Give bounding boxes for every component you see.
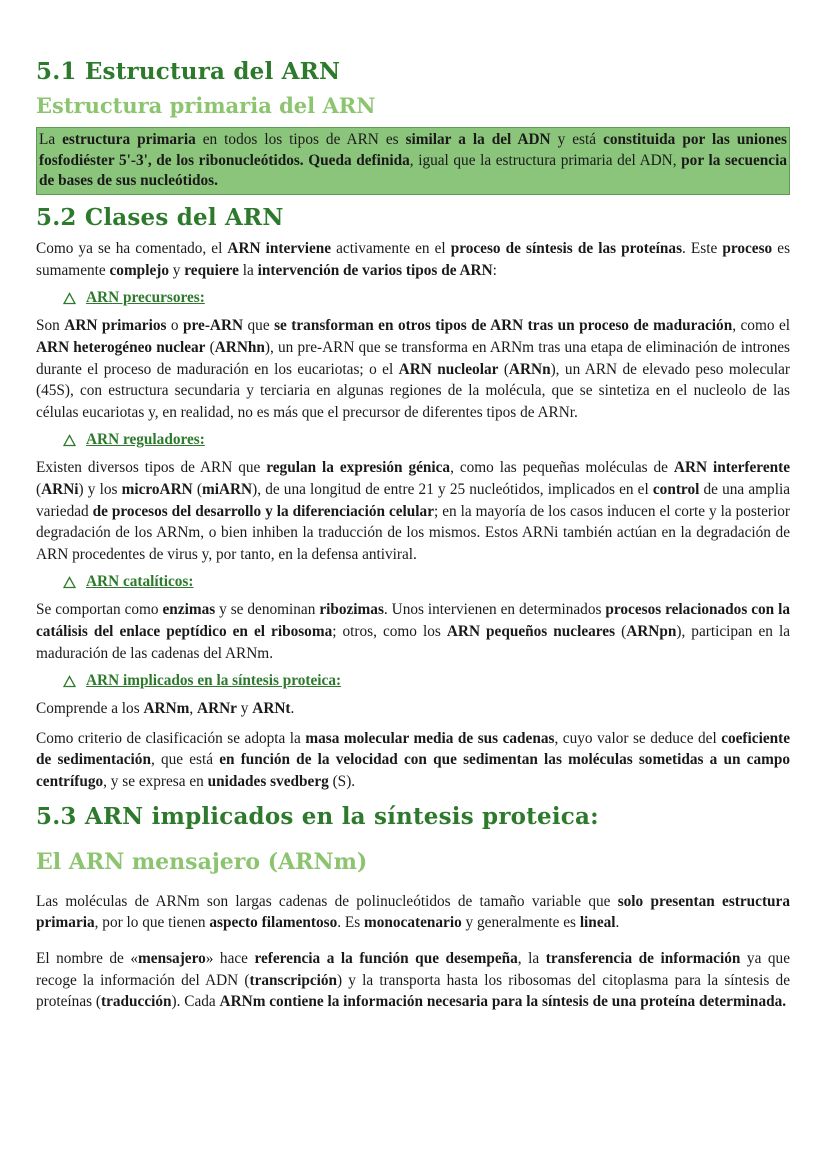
text-run: Como ya se ha comentado, el	[36, 240, 228, 258]
subheading-label: ARN reguladores:	[86, 431, 205, 449]
bold-text-run: ARNt	[252, 700, 291, 718]
section-5-3-title: 5.3 ARN implicados en la síntesis proteica:	[36, 802, 599, 830]
triangle-bullet-icon	[63, 434, 76, 447]
bold-text-run: ARN interviene	[227, 240, 332, 258]
text-run: El nombre de «	[36, 949, 139, 967]
text-run: y está	[550, 131, 604, 148]
bold-text-run: ARNm	[143, 700, 190, 718]
bold-text-run: microARN	[121, 481, 193, 498]
bold-text-run: lineal	[579, 914, 616, 932]
bold-text-run: se transforman en otros tipos de ARN tras un proceso de maduración	[274, 317, 733, 335]
bold-text-run: ARNn	[508, 360, 551, 378]
text-run: (	[615, 622, 627, 640]
text-run: activamente en el	[331, 240, 451, 258]
bold-text-run: referencia a la función que desempeña	[254, 949, 518, 967]
text-run: , que está	[150, 751, 220, 769]
text-run: . Este	[682, 240, 723, 258]
bold-text-run: requiere	[184, 261, 239, 279]
bold-text-run: ARN primarios	[64, 317, 167, 335]
bold-text-run: ARN nucleolar	[398, 360, 499, 378]
text-run: ), participan en la maduración de las cadenas del ARNm.	[36, 622, 790, 662]
section-5-1-title: 5.1 Estructura del ARN	[36, 58, 341, 85]
triangle-bullet-icon	[63, 675, 76, 688]
subheading-label: ARN catalíticos:	[86, 573, 194, 591]
text-run: que	[243, 317, 275, 335]
bold-text-run: mensajero	[138, 949, 206, 967]
text-run: ,	[189, 700, 198, 718]
mrna-paragraph-2	[36, 948, 790, 1013]
text-run: :	[492, 261, 497, 279]
text-run: , igual que la estructura primaria del ADN,	[409, 151, 682, 169]
bold-text-run: monocatenario	[364, 914, 462, 932]
section-5-2-title: 5.2 Clases del ARN	[36, 203, 284, 231]
text-run: (S).	[328, 772, 356, 790]
text-run: ) y los	[78, 481, 122, 498]
bold-text-run: complejo	[109, 261, 169, 279]
text-run: La	[39, 131, 63, 148]
text-run: ; en la mayoría de los casos inducen el corte y la posterior degradación de los ARNm, o bien inhiben la traducción de los mismos. Estos ARNi también actúan en la degradación de ARN procedentes de virus y, por tanto, en la defensa antiviral.	[36, 502, 790, 563]
subheading-label: ARN precursores:	[86, 289, 205, 307]
text-run: de una amplia variedad	[36, 481, 790, 520]
text-run: , como el	[732, 317, 790, 335]
text-run: (	[498, 360, 509, 378]
text-run: .	[290, 700, 295, 718]
text-run: Comprende a los	[36, 700, 144, 718]
text-run: ya que recoge la información del ADN (	[36, 949, 790, 989]
text-run: » hace	[205, 949, 255, 967]
bold-text-run: estructura primaria	[62, 131, 196, 148]
text-run: o	[166, 317, 184, 335]
bold-text-run: ARNhn	[214, 339, 265, 357]
bold-text-run: aspecto filamentoso	[209, 914, 338, 932]
bold-text-run: ARN heterogéneo nuclear	[36, 339, 206, 357]
bold-text-run: control	[652, 481, 700, 498]
classes-intro-paragraph	[36, 238, 790, 281]
bold-text-run: proceso	[722, 240, 773, 258]
bold-text-run: transcripción	[249, 971, 338, 989]
bold-text-run: coeficiente de sedimentación	[36, 729, 790, 769]
text-run: ; otros, como los	[332, 622, 447, 640]
text-run: ). Cada	[171, 993, 220, 1011]
bold-text-run: ARNi	[41, 481, 79, 498]
bold-text-run: por la secuencia de bases de sus nucleótidos.	[39, 151, 787, 189]
triangle-bullet-icon	[63, 292, 76, 305]
mrna-subtitle: El ARN mensajero (ARNm)	[36, 849, 368, 876]
subheading-label: ARN implicados en la síntesis proteica:	[86, 672, 342, 690]
bold-text-run: en función de la velocidad con que sedimentan las moléculas sometidas a un campo centrífugo	[36, 751, 790, 790]
text-run: . Unos intervienen en determinados	[383, 601, 606, 619]
subheading-sintesis-proteica	[63, 672, 790, 690]
bold-text-run: ARNm contiene la información necesaria para la síntesis de una proteína determinada.	[219, 993, 787, 1011]
text-run: la	[238, 261, 258, 279]
text-run: y se denominan	[215, 601, 320, 619]
primary-structure-subtitle: Estructura primaria del ARN	[36, 92, 376, 118]
bold-text-run: ARNpn	[626, 622, 677, 640]
text-run: y	[168, 261, 185, 279]
sintesis-proteica-paragraph	[36, 698, 790, 720]
cataliticos-paragraph	[36, 599, 790, 664]
text-run: .	[615, 914, 620, 932]
text-run: ), un ARN de elevado peso molecular (45S), con estructura secundaria y terciaria en algunas regiones de la molécula, que se sintetiza en el nucleolo de las células eucariotas y, en realidad, no es más que el precursor de diferentes tipos de ARNr.	[36, 360, 791, 421]
text-run: ), de una longitud de entre 21 y 25 nucleótidos, implicados en el	[252, 481, 653, 498]
text-run: , como las pequeñas moléculas de	[450, 459, 674, 477]
bold-text-run: solo presentan estructura primaria	[36, 892, 790, 932]
bold-text-run: traducción	[101, 993, 172, 1011]
text-run: (	[36, 481, 42, 498]
bold-text-run: regulan la expresión génica	[266, 459, 451, 477]
primary-structure-highlight-box	[36, 127, 790, 195]
text-run: y	[236, 700, 253, 718]
text-run: ), un pre-ARN que se transforma en ARNm tras una etapa de eliminación de intrones durante el proceso de maduración en los eucariotas; o el	[36, 339, 791, 378]
text-run: , la	[517, 949, 546, 967]
text-run: , y se expresa en	[103, 772, 208, 790]
primary-structure-paragraph	[39, 130, 787, 192]
bold-text-run: ARNr	[197, 700, 237, 718]
subheading-cataliticos	[63, 573, 790, 591]
bold-text-run: procesos relacionados con la catálisis del enlace peptídico en el ribosoma	[36, 601, 790, 640]
text-run: (	[205, 339, 215, 357]
bold-text-run: ARN pequeños nucleares	[446, 622, 616, 640]
bold-text-run: proceso de síntesis de las proteínas	[450, 240, 683, 258]
subheading-reguladores	[63, 431, 790, 449]
text-run: Las moléculas de ARNm son largas cadenas de polinucleótidos de tamaño variable que	[36, 892, 618, 910]
text-run: es sumamente	[36, 240, 791, 279]
text-run: en todos los tipos de ARN es	[195, 131, 406, 148]
text-run: . Es	[337, 914, 365, 932]
text-run: Son	[36, 317, 65, 335]
text-run: Como criterio de clasificación se adopta la	[36, 729, 306, 747]
bold-text-run: pre-ARN	[183, 317, 244, 335]
text-run: , por lo que tienen	[94, 914, 210, 932]
subheading-precursores	[63, 289, 790, 307]
bold-text-run: enzimas	[162, 601, 216, 619]
text-run: Se comportan como	[36, 601, 163, 619]
bold-text-run: de procesos del desarrollo y la diferenciación celular	[92, 502, 434, 520]
text-run: ) y la transporta hasta los ribosomas del citoplasma para la síntesis de proteínas (	[36, 971, 790, 1011]
bold-text-run: miARN	[201, 481, 253, 498]
bold-text-run: masa molecular media de sus cadenas	[305, 729, 555, 747]
document-page	[36, 58, 790, 1013]
bold-text-run: transferencia de información	[545, 949, 741, 967]
triangle-bullet-icon	[63, 576, 76, 589]
bold-text-run: ribozimas	[319, 601, 384, 619]
bold-text-run: similar a la del ADN	[405, 131, 551, 148]
reguladores-paragraph	[36, 457, 790, 565]
text-run: , cuyo valor se deduce del	[554, 729, 722, 747]
bold-text-run: constituida por las uniones fosfodiéster 5'-3', de los ribonucleótidos. Queda definida	[39, 131, 788, 169]
bold-text-run: intervención de varios tipos de ARN	[257, 261, 493, 279]
bold-text-run: unidades svedberg	[207, 772, 329, 790]
mrna-paragraph-1	[36, 891, 790, 934]
bold-text-run: ARN interferente	[673, 459, 790, 477]
text-run: y generalmente es	[461, 914, 580, 932]
classification-paragraph	[36, 728, 790, 793]
text-run: (	[192, 481, 202, 498]
text-run: Existen diversos tipos de ARN que	[36, 459, 267, 477]
precursores-paragraph	[36, 315, 790, 423]
